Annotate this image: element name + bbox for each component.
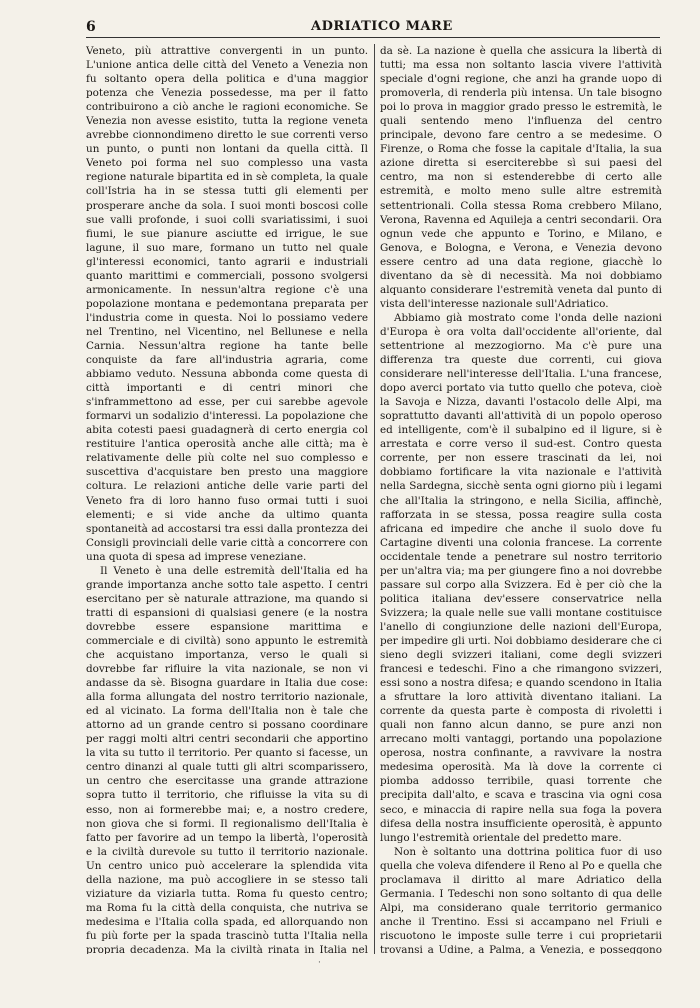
- left-column: [86, 44, 368, 954]
- paragraph: Abbiamo già mostrato come l'onda delle nazioni d'Europa è ora volta dall'occidente all'oriente, dal settentrione al mezzogiorno. Ma c'è pure una differenza tra queste due correnti, cui giova considerare nell'interesse dell'Italia. L'una francese, dopo averci portato via tutto quello che poteva, cioè la Savoja e Nizza, davanti l'ostacolo delle Alpi, ma soprattutto davanti all'attività di un popolo operoso ed intelligente, com'è il subalpino ed il ligure, si è arrestata e corre verso il sud-est. Contro questa corrente, per non essere trascinati da lei, noi dobbiamo fortificare la vita nazionale e l'attività nella Sardegna, sicchè senta ogni giorno più i legami che all'Italia la stringono, e nella Sicilia, affinchè, rafforzata in se stessa, possa reagire sulla costa africana ed impedire che anche il suolo dove fu Cartagine diventi una colonia francese. La corrente occidentale tende a penetrare sul nostro territorio per un'altra via; ma per giungere fino a noi dovrebbe passare sul corpo alla Svizzera. Ed è per ciò che la politica italiana dev'essere conservatrice nella Svizzera; la quale nelle sue valli montane costituisce l'anello di congiunzione delle nazioni dell'Europa, per impedire gli urti. Noi dobbiamo desiderare che ci sieno degli svizzeri italiani, come degli svizzeri francesi e tedeschi. Fino a che rimangono svizzeri, essi sono a nostra difesa; e quando scendono in Italia a sfruttare la loro attività diventano italiani. La corrente da questa parte è composta di rivoletti i quali non fanno alcun danno, se pure anzi non arrecano molti vantaggi, portando una popolazione operosa, nostra confinante, a ravvivare la nostra medesima operosità. Ma là dove la corrente ci piomba addosso terribile, quasi torrente che precipita dall'alto, e scava e trascina via ogni cosa seco, e minaccia di rapire nella sua foga la povera difesa della nostra insufficiente operosità, è appunto lungo l'estremità orientale del predetto mare.: [380, 311, 662, 844]
- footer-mark: ·: [318, 958, 321, 968]
- paragraph: Veneto, più attrattive convergenti in un punto. L'unione antica delle città del Veneto a Venezia non fu soltanto opera della politica e d'una maggior potenza che Venezia possedesse, ma per il fatto contribuirono a ciò anche le ragioni economiche. Se Venezia non avesse esistito, tutta la regione veneta avrebbe cionnondimeno diretto le sue correnti verso un punto, o punti non lontani da quella città. Il Veneto poi forma nel suo complesso una vasta regione naturale bipartita ed in sè completa, la quale coll'Istria ha in se stessa tutti gli elementi per prosperare anche da sola. I suoi monti boscosi colle sue valli profonde, i suoi colli svariatissimi, i suoi fiumi, le sue pianure asciutte ed irrigue, le sue lagune, il suo mare, formano un tutto nel quale gl'interessi economici, tanto agrarii e industriali quanto marittimi e commerciali, possono svolgersi armonicamente. In nessun'altra regione c'è una popolazione montana e pedemontana preparata per l'industria come in questa. Noi lo possiamo vedere nel Trentino, nel Vicentino, nel Bellunese e nella Carnia. Nessun'altra regione ha tante belle conquiste da fare all'industria agraria, come abbiamo veduto. Nessuna abbonda come questa di città importanti e di centri minori che s'inframmettono ad esse, per cui sarebbe agevole formarvi un sodalizio d'interessi. La popolazione che abita cotesti paesi guadagnerà di certo energia col restituire l'antica operosità anche alle città; ma è relativamente delle più colte nel suo complesso e suscettiva d'acquistare ben presto una maggiore coltura. Le relazioni antiche delle varie parti del Veneto fra di loro hanno fuso ormai tutti i suoi elementi; e si vide anche da ultimo quanta spontaneità ad accostarsi tra essi dalla prontezza dei Consigli provinciali delle varie città a concorrere con una quota di spesa ad imprese veneziane.: [86, 45, 368, 563]
- page-number: 6: [86, 19, 96, 35]
- column-divider: [374, 44, 375, 954]
- paragraph: Il Veneto è una delle estremità dell'Italia ed ha grande importanza anche sotto tale aspetto. I centri esercitano per sè naturale attrazione, ma quando si tratti di espansioni di qualsiasi genere (e la nostra dovrebbe essere espansione marittima e commerciale e di civiltà) sono appunto le estremità che acquistano importanza, verso le quali si dovrebbe far rifluire la vita nazionale, se non vi andasse da sè. Bisogna guardare in Italia due cose: alla forma allungata del nostro territorio nazionale, ed al vicinato. La forma dell'Italia non è tale che attorno ad un grande centro si possano coordinare per raggi molti altri centri secondarii che apportino la vita su tutto il territorio. Per quanto si facesse, un centro dinanzi al quale tutti gli altri scomparissero, un centro che esercitasse una grande attrazione sopra tutto il territorio, che rifluisse la vita su di esso, non ai formerebbe mai; e, a nostro credere, non giova che si formi. Il regionalismo dell'Italia è fatto per favorire ad un tempo la libertà, l'operosità e la civiltà durevole su tutto il territorio nazionale. Un centro unico può accelerare la splendida vita della nazione, ma può accogliere in se stesso tali viziature da viziarla tutta. Roma fu questo centro; ma Roma fu la città della conquista, che nutriva se medesima e l'Italia colla spada, ed allorquando non fu più forte per la spada trascinò tutta l'Italia nella propria decadenza. Ma la civiltà rinata in Italia nel: [86, 564, 368, 954]
- paragraph: Non è soltanto una dottrina politica fuor di uso quella che voleva difendere il Reno al Po e quella che proclamava il diritto al mare Adriatico della Germania. I Tedeschi non sono soltanto di qua delle Alpi, ma considerano quale territorio germanico anche il Trentino. Essi si accampano nel Friuli e riscuotono le imposte sulle terre i cui proprietarii trovansi a Udine, a Palma, a Venezia, e posseggono: [380, 845, 662, 954]
- right-column: [380, 44, 662, 954]
- header-rule: [86, 37, 660, 38]
- running-title: ADRIATICO MARE: [311, 19, 453, 34]
- paragraph: da sè. La nazione è quella che assicura la libertà di tutti; ma essa non soltanto lascia vivere l'attività speciale d'ogni regione, che anzi ha grande uopo di promoverla, di renderla più intensa. Un tale bisogno poi lo prova in maggior grado presso le estremità, le quali sentendo meno l'influenza del centro principale, devono fare centro a se medesime. O Firenze, o Roma che fosse la capitale d'Italia, la sua azione diretta si eserciterebbe sì sui paesi del centro, ma non si estenderebbe di certo alle estremità, e molto meno sulle altre estremità settentrionali. Colla stessa Roma crebbero Milano, Verona, Ravenna ed Aquileja a centri secondarii. Ora ognun vede che appunto e Torino, e Milano, e Genova, e Bologna, e Verona, e Venezia devono essere centro ad una data regione, giacchè lo diventano da sè di necessità. Ma noi dobbiamo alquanto considerare l'estremità veneta dal punto di vista dell'interesse nazionale sull'Adriatico.: [380, 45, 662, 310]
- page-header: [0, 0, 700, 40]
